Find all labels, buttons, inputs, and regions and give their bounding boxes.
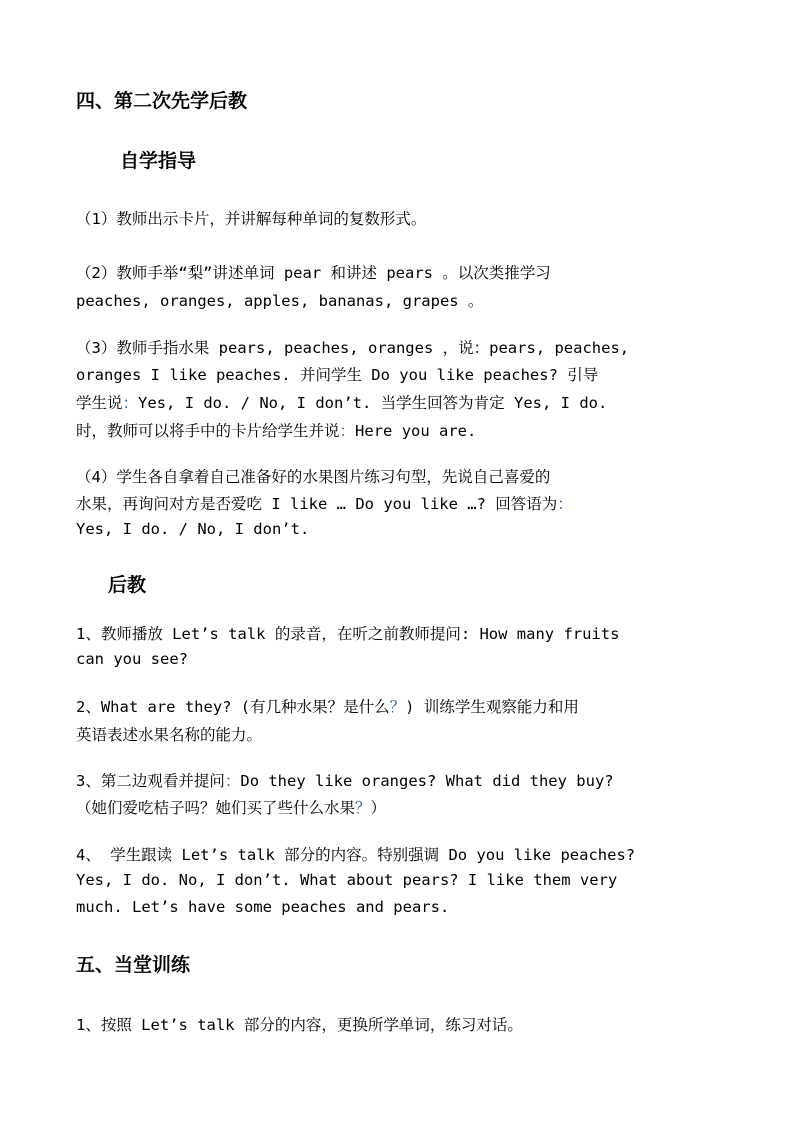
after-teach-item-2-line-1: 2、What are they? (有几种水果？是什么？) 训练学生观察能力和用 (76, 698, 579, 716)
self-study-item-4-line-2: 水果，再询问对方是否爱吃 I like … Do you like …? 回答语为： (76, 495, 573, 513)
after-teach-item-3-line-2: （她们爱吃桔子吗？她们买了些什么水果？） (76, 799, 387, 817)
practice-item-1: 1、按照 Let’s talk 部分的内容，更换所学单词，练习对话。 (76, 1016, 523, 1034)
after-teach-item-3-line-1: 3、第二边观看并提问：Do they like oranges? What did they buy? (76, 772, 614, 790)
section-5-heading: 五、当堂训练 (76, 954, 191, 976)
self-study-item-3-line-4: 时，教师可以将手中的卡片给学生并说：Here you are. (76, 422, 477, 440)
self-study-item-4-line-3: Yes, I do. / No, I don’t. (76, 520, 310, 538)
section-4-heading: 四、第二次先学后教 (76, 90, 248, 112)
self-study-item-3-line-1: （3）教师手指水果 pears, peaches, oranges ，说：pears, peaches, (76, 339, 630, 357)
after-teach-item-4-line-2: Yes, I do. No, I don’t. What about pears? I like them very (76, 871, 618, 889)
self-study-item-2-line-2: peaches, oranges, apples, bananas, grapes 。 (76, 292, 484, 310)
after-teach-item-4-line-3: much. Let’s have some peaches and pears. (76, 898, 450, 916)
self-study-item-2-line-1: （2）教师手举“梨”讲述单词 pear 和讲述 pears 。以次类推学习 (76, 264, 551, 282)
self-study-item-1: （1）教师出示卡片，并讲解每种单词的复数形式。 (76, 210, 427, 228)
after-teach-item-4-line-1: 4、 学生跟读 Let’s talk 部分的内容。特别强调 Do you like peaches? (76, 846, 636, 864)
self-study-item-3-line-2: oranges I like peaches. 并问学生 Do you like peaches? 引导 (76, 366, 599, 384)
after-teach-item-2-line-2: 英语表述水果名称的能力。 (76, 726, 263, 744)
after-teach-heading: 后教 (108, 574, 147, 596)
self-study-item-4-line-1: （4）学生各自拿着自己准备好的水果图片练习句型，先说自己喜爱的 (76, 468, 551, 486)
self-study-item-3-line-3: 学生说：Yes, I do. / No, I don’t. 当学生回答为肯定 Yes, I do. (76, 394, 608, 412)
after-teach-item-1-line-1: 1、教师播放 Let’s talk 的录音，在听之前教师提问: How many fruits (76, 625, 620, 643)
after-teach-item-1-line-2: can you see? (76, 650, 188, 668)
self-study-heading: 自学指导 (120, 150, 197, 172)
